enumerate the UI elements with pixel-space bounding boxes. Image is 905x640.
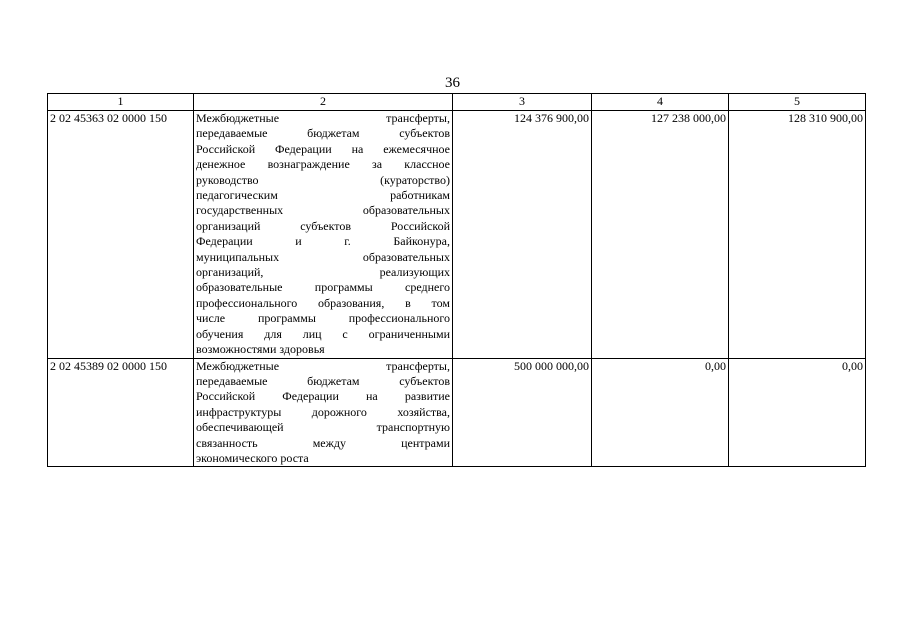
description-line: передаваемые бюджетам субъектов: [196, 126, 450, 141]
description-line: Межбюджетные трансферты,: [196, 358, 450, 373]
amount-col4-cell: 127 238 000,00: [592, 111, 729, 359]
description-line: Российской Федерации на ежемесячное: [196, 141, 450, 156]
description-line: числе программы профессионального: [196, 311, 450, 326]
description-line: организаций субъектов Российской: [196, 218, 450, 233]
description-line: инфраструктуры дорожного хозяйства,: [196, 404, 450, 419]
budget-code-cell: 2 02 45389 02 0000 150: [48, 358, 194, 467]
amount-col4-cell: 0,00: [592, 358, 729, 467]
description-line: обеспечивающей транспортную: [196, 420, 450, 435]
amount-col3-cell: 124 376 900,00: [453, 111, 592, 359]
description-line: руководство (кураторство): [196, 172, 450, 187]
description-line: передаваемые бюджетам субъектов: [196, 373, 450, 388]
table-row: [48, 111, 866, 359]
description-line: Межбюджетные трансферты,: [196, 111, 450, 125]
description-line: Федерации и г. Байконура,: [196, 234, 450, 249]
amount-col5-cell: 0,00: [729, 358, 866, 467]
description-line: муниципальных образовательных: [196, 249, 450, 264]
column-header-2: 2: [194, 94, 453, 111]
budget-table: [47, 93, 866, 467]
description-line: экономического роста: [196, 450, 309, 465]
amount-col3-cell: 500 000 000,00: [453, 358, 592, 467]
description-line: Российской Федерации на развитие: [196, 389, 450, 404]
description-line: государственных образовательных: [196, 203, 450, 218]
description-line: педагогическим работникам: [196, 188, 450, 203]
header-row: [48, 94, 866, 111]
description-line: денежное вознаграждение за классное: [196, 157, 450, 172]
description-cell: [194, 111, 453, 359]
description-line: организаций, реализующих: [196, 265, 450, 280]
column-header-4: 4: [592, 94, 729, 111]
budget-code-cell: 2 02 45363 02 0000 150: [48, 111, 194, 359]
column-header-1: 1: [48, 94, 194, 111]
description-line: возможностями здоровья: [196, 342, 325, 357]
amount-col5-cell: 128 310 900,00: [729, 111, 866, 359]
column-header-5: 5: [729, 94, 866, 111]
column-header-3: 3: [453, 94, 592, 111]
description-line: профессионального образования, в том: [196, 295, 450, 310]
description-line: связанность между центрами: [196, 435, 450, 450]
table-row: [48, 358, 866, 467]
page-number: 36: [445, 75, 460, 91]
description-line: образовательные программы среднего: [196, 280, 450, 295]
description-line: обучения для лиц с ограниченными: [196, 326, 450, 341]
description-cell: [194, 358, 453, 467]
